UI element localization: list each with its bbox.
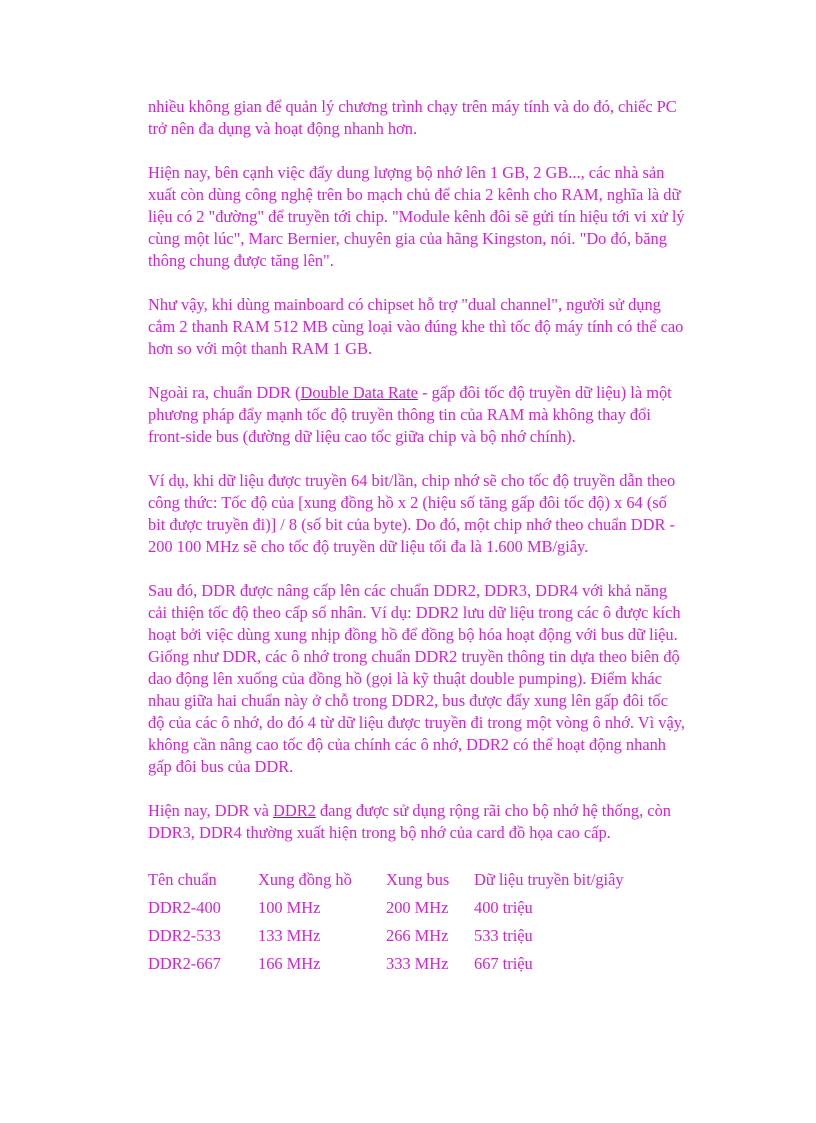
- column-header: Dữ liệu truyền bit/giây: [474, 870, 624, 889]
- document-body: [148, 96, 688, 978]
- table-row: [148, 894, 674, 922]
- table-row: [148, 950, 674, 978]
- paragraph-2: Hiện nay, bên cạnh việc đẩy dung lượng bộ nhớ lên 1 GB, 2 GB..., các nhà sản xuất còn dùng công nghệ trên bo mạch chủ để chia 2 kênh cho RAM, nghĩa là dữ liệu có 2 "đường" để truyền tới chip. "Module kênh đôi sẽ gửi tín hiệu tới vi xử lý cùng một lúc", Marc Bernier, chuyên gia của hãng Kingston, nói. "Do đó, băng thông chung được tăng lên".: [148, 163, 685, 270]
- paragraph-7-text-start: Hiện nay, DDR và: [148, 801, 274, 820]
- paragraph-6: Sau đó, DDR được nâng cấp lên các chuẩn DDR2, DDR3, DDR4 với khả năng cải thiện tốc độ theo cấp số nhân. Ví dụ: DDR2 lưu dữ liệu trong các ô được kích hoạt bởi việc dùng xung nhịp đồng hồ để đồng bộ hóa hoạt động với bus dữ liệu. Giống như DDR, các ô nhớ trong chuẩn DDR2 truyền thông tin dựa theo biên độ dao động lên xuống của đồng hồ (gọi là kỹ thuật double pumping). Điểm khác nhau giữa hai chuẩn này ở chỗ trong DDR2, bus được đẩy xung lên gấp đôi tốc độ của các ô nhớ, do đó 4 từ dữ liệu được truyền đi trong một vòng ô nhớ. Vì vậy, không cần nâng cao tốc độ của chính các ô nhớ, DDR2 có thể hoạt động nhanh gấp đôi bus của DDR.: [148, 581, 686, 776]
- paragraph-5: Ví dụ, khi dữ liệu được truyền 64 bit/lần, chip nhớ sẽ cho tốc độ truyền dẫn theo công thức: Tốc độ của [xung đồng hồ x 2 (hiệu số tăng gấp đôi tốc độ) x 64 (số bit được truyền đi)] / 8 (số bit của byte). Do đó, một chip nhớ theo chuẩn DDR - 200 100 MHz sẽ cho tốc độ truyền dữ liệu tối đa là 1.600 MB/giây.: [148, 471, 676, 556]
- table-cell: 133 MHz: [258, 926, 321, 945]
- table-cell: 667 triệu: [474, 954, 533, 973]
- paragraph-4-text-end: - gấp đôi tốc độ truyền dữ liệu) là một phương pháp đẩy mạnh tốc độ truyền thông tin của RAM mà không thay đổi front-side bus (đường dữ liệu cao tốc giữa chip và bộ nhớ chính).: [148, 383, 672, 446]
- table-cell: 333 MHz: [386, 954, 449, 973]
- table-cell: DDR2-667: [148, 954, 221, 973]
- paragraph-4: [148, 382, 688, 448]
- table-cell: 266 MHz: [386, 926, 449, 945]
- column-header: Xung bus: [386, 870, 450, 889]
- table-cell: DDR2-400: [148, 898, 221, 917]
- table-row: [148, 922, 674, 950]
- table-cell: 200 MHz: [386, 898, 449, 917]
- table-cell: 533 triệu: [474, 926, 533, 945]
- table-cell: 100 MHz: [258, 898, 321, 917]
- paragraph-3: Như vậy, khi dùng mainboard có chipset hỗ trợ "dual channel", người sử dụng cắm 2 thanh RAM 512 MB cùng loại vào đúng khe thì tốc độ máy tính có thể cao hơn so với một thanh RAM 1 GB.: [148, 295, 684, 358]
- table-header-row: [148, 866, 674, 894]
- paragraph-4-text-start: Ngoài ra, chuẩn DDR (: [148, 383, 301, 402]
- paragraph-7-text-end: đang được sử dụng rộng rãi cho bộ nhớ hệ thống, còn DDR3, DDR4 thường xuất hiện trong bộ nhớ của card đồ họa cao cấp.: [148, 801, 671, 842]
- column-header: Tên chuẩn: [148, 870, 217, 889]
- paragraph-1: nhiều không gian để quản lý chương trình chạy trên máy tính và do đó, chiếc PC trở nên đa dụng và hoạt động nhanh hơn.: [148, 97, 677, 138]
- table-cell: 166 MHz: [258, 954, 321, 973]
- ddr2-spec-table: [148, 866, 674, 978]
- table-cell: DDR2-533: [148, 926, 221, 945]
- table-cell: 400 triệu: [474, 898, 533, 917]
- column-header: Xung đồng hồ: [258, 870, 352, 889]
- ddr2-link[interactable]: DDR2: [273, 801, 316, 820]
- double-data-rate-link[interactable]: Double Data Rate: [300, 383, 418, 402]
- paragraph-7: [148, 800, 688, 844]
